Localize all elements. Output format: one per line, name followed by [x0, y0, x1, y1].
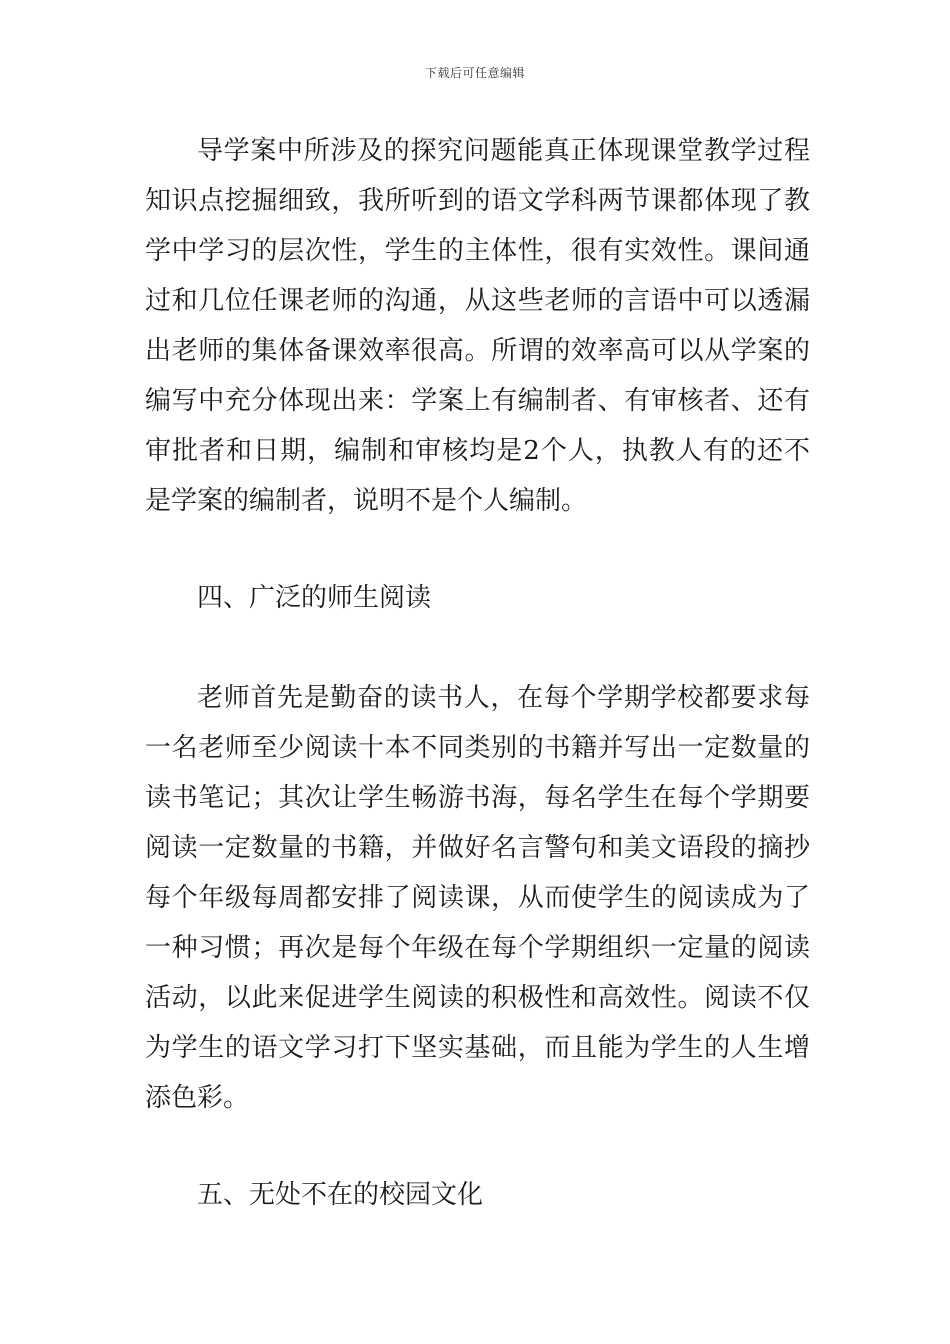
- paragraph-reading: 老师首先是勤奋的读书人，在每个学期学校都要求每一名老师至少阅读十本不同类别的书籍并写出一定数量的读书笔记；其次让学生畅游书海，每名学生在每个学期要阅读一定数量的书籍，并做好名言警句和美文语段的摘抄每个年级每周都安排了阅读课，从而使学生的阅读成为了一种习惯；再次是每个年级在每个学期组织一定量的阅读活动，以此来促进学生阅读的积极性和高效性。阅读不仅为学生的语文学习打下坚实基础，而且能为学生的人生增添色彩。: [145, 683, 810, 1113]
- section-heading-reading: 四、广泛的师生阅读: [197, 583, 432, 613]
- section-heading-campus-culture: 五、无处不在的校园文化: [197, 1180, 484, 1210]
- paragraph-lesson-plan: 导学案中所涉及的探究问题能真正体现课堂教学过程知识点挖掘细致，我所听到的语文学科两节课都体现了教学中学习的层次性，学生的主体性，很有实效性。课间通过和几位任课老师的沟通，从这些老师的言语中可以透漏出老师的集体备课效率很高。所谓的效率高可以从学案的编写中充分体现出来：学案上有编制者、有审核者、还有审批者和日期，编制和审核均是2个人，执教人有的还不是学案的编制者，说明不是个人编制。: [145, 136, 810, 516]
- page-header-note: 下载后可任意编辑: [424, 66, 525, 80]
